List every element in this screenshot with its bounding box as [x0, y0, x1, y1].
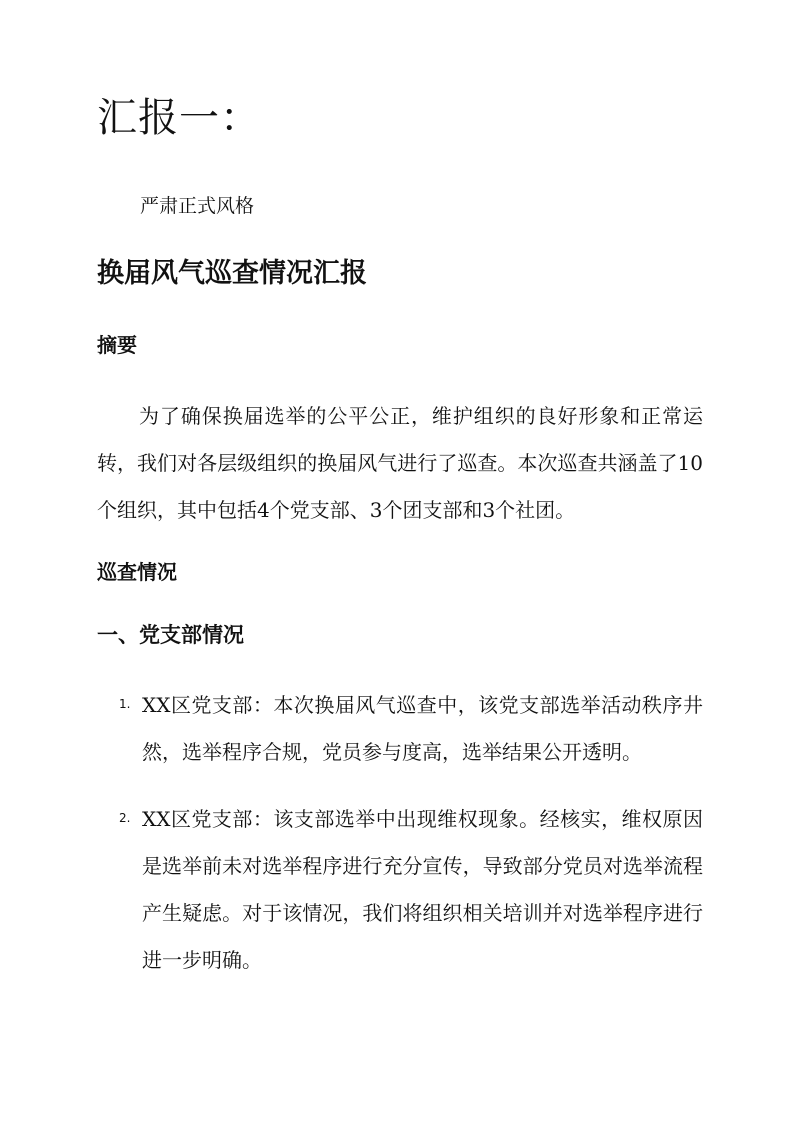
style-note: 严肃正式风格 — [140, 195, 255, 217]
inspection-heading: 巡查情况 — [97, 560, 177, 584]
document-heading: 汇报一： — [97, 95, 261, 141]
party-branch-heading: 一、党支部情况 — [97, 622, 244, 647]
list-item-number: 2. — [119, 811, 131, 825]
report-title: 换届风气巡查情况汇报 — [97, 258, 367, 289]
list-item — [97, 796, 703, 984]
list-item-text: XX区党支部：该支部选举中出现维权现象。经核实，维权原因是选举前未对选举程序进行充分宣传，导致部分党员对选举流程产生疑虑。对于该情况，我们将组织相关培训并对选举程序进行进一步明确。 — [142, 807, 703, 972]
abstract-paragraph: 为了确保换届选举的公平公正，维护组织的良好形象和正常运转，我们对各层级组织的换届风气进行了巡查。本次巡查共涵盖了10个组织，其中包括4个党支部、3个团支部和3个社团。 — [97, 404, 703, 522]
list-item-number: 1. — [119, 697, 131, 711]
list-item — [97, 682, 703, 776]
abstract-heading: 摘要 — [97, 333, 137, 357]
list-item-text: XX区党支部：本次换届风气巡查中，该党支部选举活动秩序井然，选举程序合规，党员参与度高，选举结果公开透明。 — [142, 693, 703, 764]
